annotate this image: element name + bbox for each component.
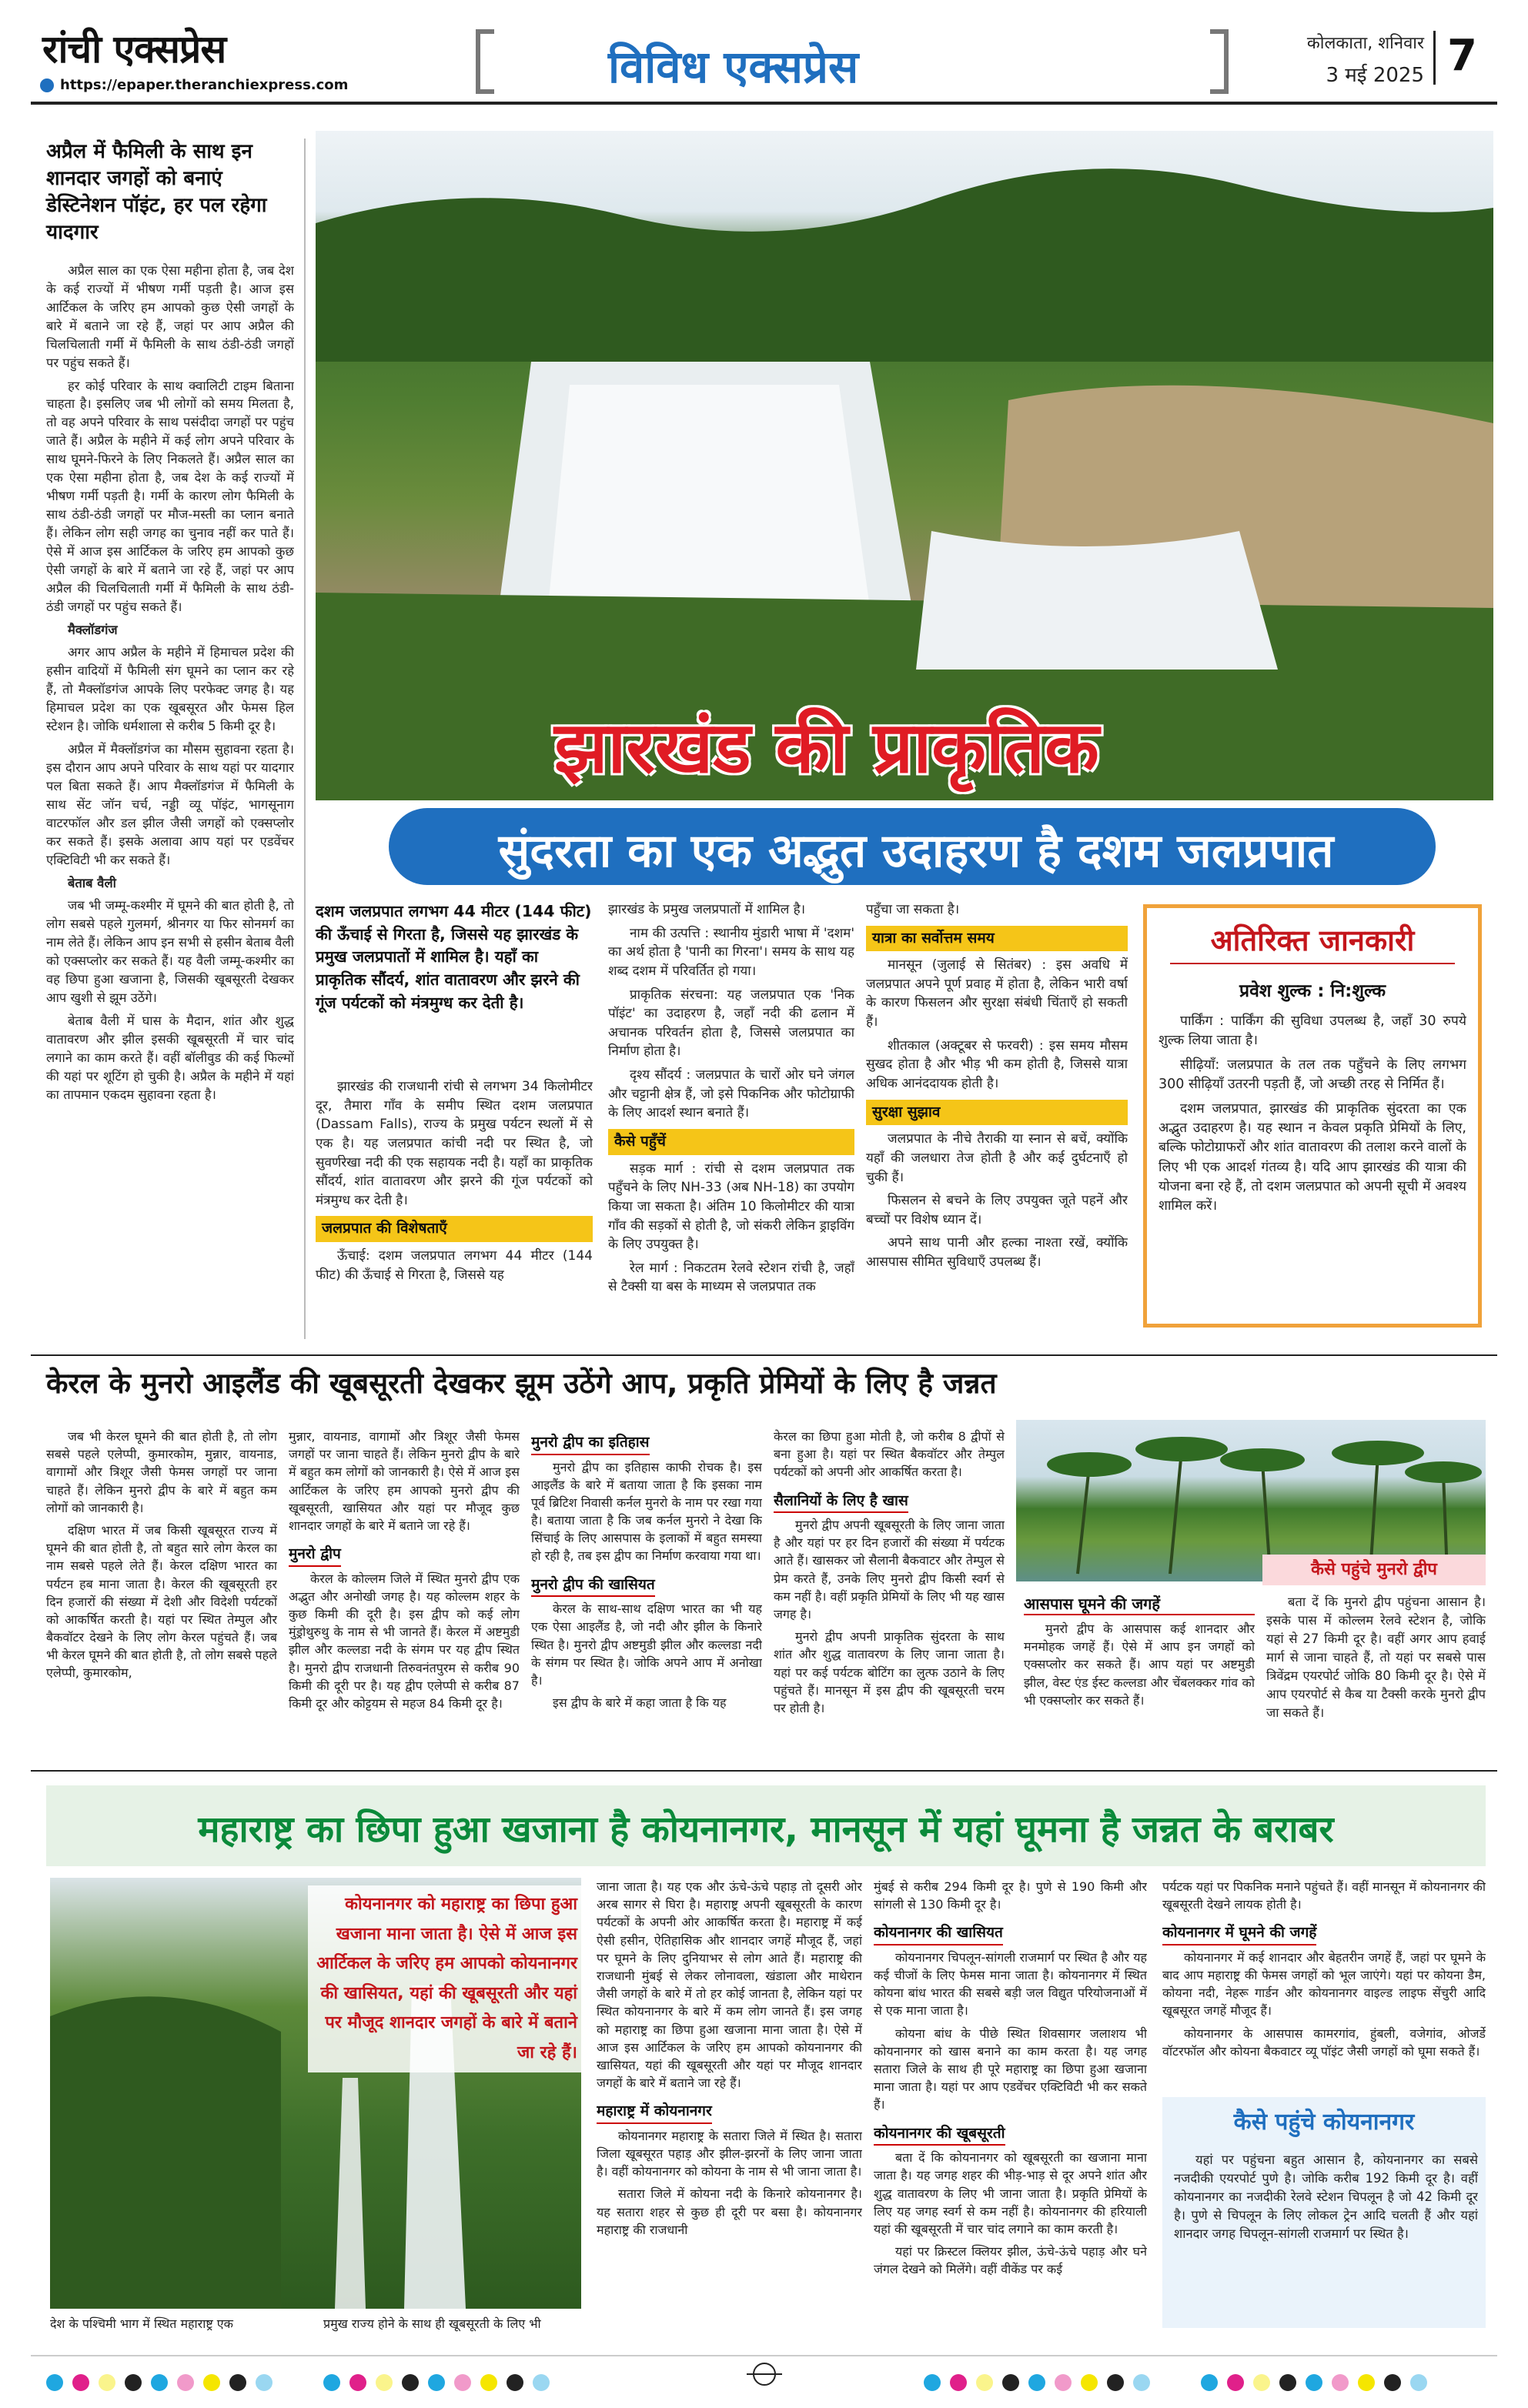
story1-para: अगर आप अप्रैल के महीने में हिमाचल प्रदेश की हसीन वादियों में फैमिली संग घूमने का प्लान कर रहे हैं, तो मैक्लॉडगंज आपके लिए परफेक्ट जगह है। यह हिमाचल प्रदेश का एक खूबसूरत और फेमस हिल स्टेशन है। जोकि धर्मशाला से करीब 5 किमी दूर है। (46, 645, 294, 734)
story2-para: नाम की उत्पत्ति : स्थानीय मुंडारी भाषा में 'दशम' का अर्थ होता है 'पानी का गिरना'। समय के साथ यह शब्द दशम में परिवर्तित हो गया। (608, 925, 854, 979)
story1-subhead: मैक्लॉडगंज (68, 622, 118, 637)
registration-dot (1227, 2374, 1244, 2391)
info-box-title: अतिरिक्त जानकारी (1170, 920, 1455, 964)
info-box-entry-fee: प्रवेश शुल्क : नि:शुल्क (1239, 981, 1386, 1001)
story3-para: मुनरो द्वीप अपनी प्राकृतिक सुंदरता के साथ शांत और शुद्ध वातावरण के लिए जाना जाता है। यहां पर कई पर्यटक बोटिंग का लुत्फ उठाने के लिए पहुंचते हैं। मानसून में इस द्वीप की खूबसूरती चरम पर होती है। (774, 1629, 1005, 1715)
section-bracket-right (1210, 29, 1229, 94)
edition-city-day: कोलकाता, शनिवार (1306, 34, 1424, 53)
story4-para: कोयनानगर महाराष्ट्र के सतारा जिले में स्थित है। सतारा जिला खूबसूरत पहाड़ और झील-झरनों के लिए जाना जाता है। वहीं कोयनानगर को कोयना के नाम से भी जाना जाता है। (597, 2128, 862, 2179)
story2-para: अपने साथ पानी और हल्का नाश्ता रखें, क्योंकि आसपास सीमित सुविधाएँ उपलब्ध हैं। (866, 1235, 1128, 1271)
story3-subhead: मुनरो द्वीप की खासियत (531, 1575, 655, 1598)
story2-para: प्राकृतिक संरचना: यह जलप्रपात एक 'निक पॉइंट' का उदाहरण है, जहाँ नदी की ढलान में अचानक परिवर्तन होता है, जिससे जलप्रपात का निर्माण होता है। (608, 987, 854, 1060)
registration-dot (1410, 2374, 1427, 2391)
registration-dot (203, 2374, 220, 2391)
story2-col2 (608, 900, 854, 1339)
section-title: विविध एक्सप्रेस (608, 41, 859, 93)
story2-headline-2: सुंदरता का एक अद्भुत उदाहरण है दशम जलप्रपात (498, 824, 1334, 878)
story2-headline-1: झारखंड की प्राकृतिक (554, 706, 1099, 789)
story3-col4 (774, 1428, 1005, 1789)
info-box-body (1159, 1012, 1466, 1320)
story4-col2 (874, 1878, 1147, 2340)
story3-para: दक्षिण भारत में जब किसी खूबसूरत राज्य में घूमने की बात होती है, तो बहुत सारे लोग केरल का नाम सबसे पहले लेते हैं। केरल दक्षिण भारत का पर्यटन हब माना जाता है। केरल की खूबसूरती हर दिन हजारों की संख्या में देशी और विदेशी पर्यटकों को आकर्षित करती है। यहां पर स्थित तेम्पुल और बैकवॉटर देखने के लिए लोग केरल पहुंचते हैं। जब भी केरल घूमने की बात होती है, तो लोग सबसे पहले एलेप्पी, कुमारकोम, (46, 1522, 277, 1681)
nearby-para: मुनरो द्वीप के आसपास कई शानदार और मनमोहक जगहें हैं। ऐसे में आप इन जगहों को एक्सप्लोर कर सकते हैं। आप यहां पर अष्टमुडी झील, वेस्ट एंड ईस्ट कल्लडा और चेंबलक्कर गांव को भी एक्सप्लोर कर सकते हैं। (1024, 1621, 1255, 1708)
registration-dot (1133, 2374, 1150, 2391)
registration-dot (125, 2374, 142, 2391)
story4-para: यहां पर क्रिस्टल क्लियर झील, ऊंचे-ऊंचे पहाड़ और घने जंगल देखने को मिलेंगे। वहीं वीकेंड पर कई (874, 2244, 1147, 2277)
story4-para: बता दें कि कोयनानगर को खूबसूरती का खजाना माना जाता है। यह जगह शहर की भीड़-भाड़ से दूर अपने शांत और शुद्ध वातावरण के लिए भी जाना जाता है। प्रकृति प्रेमियों के लिए यह जगह स्वर्ग से कम नहीं है। कोयनानगर की हरियाली यहां की खूबसूरती में चार चांद लगाने का काम करती है। (874, 2150, 1147, 2236)
registration-dot (1306, 2374, 1322, 2391)
registration-dot (376, 2374, 393, 2391)
globe-icon (40, 78, 54, 92)
registration-dot (1081, 2374, 1098, 2391)
story3-para: केरल के कोल्लम जिले में स्थित मुनरो द्वीप एक अद्भुत और अनोखी जगह है। यह कोल्लम शहर के कुछ किमी की दूरी है। इस द्वीप को कई लोग मुंड्रोथुरुथु के नाम से भी जानते हैं। केरल में अष्टमुडी झील और कल्लडा नदी के संगम पर यह द्वीप स्थित है। मुनरो द्वीप राजधानी तिरुवनंतपुरम से करीब 90 किमी की दूरी पर है। यह द्वीप एलेप्पी से करीब 87 किमी दूर और कोट्टयम से महज 84 किमी दूर है। (289, 1571, 520, 1711)
registration-dot (99, 2374, 115, 2391)
story4-para: सतारा जिले में कोयना नदी के किनारे कोयनानगर है। यह सतारा शहर से कुछ ही दूरी पर बसा है। कोयनानगर महाराष्ट्र की राजधानी (597, 2186, 862, 2237)
story3-headline: केरल के मुनरो आइलैंड की खूबसूरती देखकर झूम उठेंगे आप, प्रकृति प्रेमियों के लिए है जन्नत (46, 1367, 997, 1400)
story4-subhead: कोयनानगर की खूबसूरती (874, 2123, 1005, 2146)
story1-para: अप्रैल में मैक्लॉडगंज का मौसम सुहावना रहता है। इस दौरान आप अपने परिवार के साथ यहां पर यादगार पल बिता सकते हैं। आप मैक्लॉडगंज में फैमिली के साथ सेंट जॉन चर्च, नड्डी व्यू पॉइंट, भागसूनाग वाटरफॉल और डल झील जैसी जगहों को एक्सप्लोर कर सकते हैं। इसके अलावा आप यहां पर एडवेंचर एक्टिविटी भी कर सकते हैं। (46, 742, 294, 867)
story3-subhead: सैलानियों के लिए है खास (774, 1491, 908, 1514)
koyna-pull-quote: कोयनानगर को महाराष्ट्र का छिपा हुआ खजाना माना जाता है। ऐसे में आज इस आर्टिकल के जरिए हम आपको कोयनानगर की खासियत, यहां की खूबसूरती और यहां पर मौजूद शानदार जगहों के बारे में बताने जा रहे हैं। (308, 1885, 585, 2072)
story3-para: मुन्नार, वायनाड, वागामों और त्रिशूर जैसी फेमस जगहों पर जाना चाहते हैं। लेकिन मुनरो द्वीप के बारे में बहुत कम लोगों को जानकारी है। ऐसे में आज इस आर्टिकल के जरिए हम आपको मुनरो द्वीप की खूबसूरती, खासियत और यहां पर मौजूद कुछ शानदार जगहों के बारे में बताने जा रहे हैं। (289, 1429, 520, 1533)
story2-para: सड़क मार्ग : रांची से दशम जलप्रपात तक पहुँचने के लिए NH-33 (अब NH-18) का उपयोग किया जा सकता है। अंतिम 10 किलोमीटर की यात्रा गाँव की सड़कों से होती है, जो संकरी लेकिन ड्राइविंग के लिए उपयुक्त है। (608, 1161, 854, 1253)
story4-subhead: कोयनानगर की खासियत (874, 1922, 1003, 1945)
registration-dot (229, 2374, 246, 2391)
story3-para: केरल का छिपा हुआ मोती है, जो करीब 8 द्वीपों से बना हुआ है। यहां पर स्थित बैकवॉटर और तेम्पुल पर्यटकों को अपनी ओर आकर्षित करता है। (774, 1429, 1005, 1480)
masthead (0, 0, 1528, 104)
story1-para: अप्रैल साल का एक ऐसा महीना होता है, जब देश के कई राज्यों में भीषण गर्मी पड़ती है। आज इस आर्टिकल के जरिए हम आपको कुछ ऐसी जगहों के बारे में बताने जा रहे हैं, जहां पर आप अप्रैल की चिलचिलाती गर्मी में फैमिली के साथ ठंडी-ठंडी जगहों पर पहुंच सकते हैं। (46, 263, 294, 370)
story4-col1 (597, 1878, 862, 2340)
registration-dot (950, 2374, 967, 2391)
story4-para: जाना जाता है। यह एक और ऊंचे-ऊंचे पहाड़ तो दूसरी ओर अरब सागर से घिरा है। महाराष्ट्र अपनी खूबसूरती के कारण पर्यटकों के अपनी ओर आकर्षित करता है। महाराष्ट्र में कई ऐसी हसीन, ऐतिहासिक और शानदार जगहें मौजूद हैं, जहां पर घूमने के लिए दुनियाभर से लोग आते हैं। महाराष्ट्र की राजधानी मुंबई से लेकर लोनावला, खंडाला और माथेरान जैसी जगहों के बारे में तो हर कोई जानता है, लेकिन यहां पर स्थित कोयनानगर के बारे में कम लोग जानते हैं। इस जगह को महाराष्ट्र का छिपा हुआ खजाना माना जाता है। ऐसे में आज इस आर्टिकल के जरिए हम आपको कोयनानगर की खासियत, यहां की खूबसूरती और यहां पर मौजूद शानदार जगहों के बारे में बताने जा रहे हैं। (597, 1879, 862, 2091)
story4-para: कोयनानगर चिपलून-सांगली राजमार्ग पर स्थित है और यह कई चीजों के लिए फेमस माना जाता है। कोयनानगर में स्थित कोयना बांध भारत की सबसे बड़ी जल विद्युत परियोजनाओं में से एक माना जाता है। (874, 1949, 1147, 2019)
story3-para: मुनरो द्वीप अपनी खूबसूरती के लिए जाना जाता है और यहां पर हर दिन हजारों की संख्या में पर्यटक आते हैं। खासकर जो सैलानी बैकवाटर और तेम्पुल से प्रेम करते हैं, उनके लिए मुनरो द्वीप किसी स्वर्ग से कम नहीं है। वहीं प्रकृति प्रेमियों के लिए भी यह खास जगह है। (774, 1518, 1005, 1622)
registration-dot (1279, 2374, 1296, 2391)
registration-dot (1055, 2374, 1072, 2391)
story1-para: बेताब वैली में घास के मैदान, शांत और शुद्ध वातावरण और झील इसकी खूबसूरती में चार चांद लगाने का काम करते हैं। वहीं बॉलीवुड की कई फिल्मों की यहां पर शूटिंग हो चुकी है। अप्रैल के महीने में यहां का तापमान एकदम सुहावना रहता है। (46, 1013, 294, 1102)
story2-para: फिसलन से बचने के लिए उपयुक्त जूते पहनें और बच्चों पर विशेष ध्यान दें। (866, 1193, 1128, 1227)
koyna-caption-1: देश के पश्चिमी भाग में स्थित महाराष्ट्र एक (50, 2316, 233, 2331)
nearby-body (1024, 1620, 1255, 1789)
munroe-reach-title: कैसे पहुंचे मुनरो द्वीप (1262, 1555, 1486, 1585)
story1-para: हर कोई परिवार के साथ क्वालिटी टाइम बिताना चाहता है। इसलिए जब भी लोगों को समय मिलता है, तो वह अपने परिवार के साथ पसंदीदा जगहों पर पहुंच जाते हैं। अप्रैल के महीने में कई लोग अपने परिवार के साथ घूमने-फिरने के लिए निकलते हैं। अप्रैल साल का एक ऐसा महीना होता है, जब देश के कई राज्यों में भीषण गर्मी पड़ती है। गर्मी के कारण लोग फैमिली के साथ ठंडी-ठंडी जगहों पर मौज-मस्ती का प्लान बनाते हैं। लेकिन लोग सही जगह का चुनाव नहीं कर पाते हैं। ऐसे में आज इस आर्टिकल के जरिए हम आपको कुछ ऐसी जगहों के बारे में बताने जा रहे हैं, जहां पर आप अप्रैल की चिलचिलाती गर्मी में फैमिली के साथ ठंडी-ठंडी जगहों पर पहुंच सकते हैं। (46, 378, 294, 614)
story4-para: मुंबई से करीब 294 किमी दूर है। पुणे से 190 किमी और सांगली से 130 किमी दूर है। (874, 1879, 1147, 1912)
registration-dot (349, 2374, 366, 2391)
nearby-title: आसपास घूमने की जगहें (1024, 1593, 1255, 1615)
registration-dot (428, 2374, 445, 2391)
story2-para: रेल मार्ग : निकटतम रेलवे स्टेशन रांची है, जहाँ से टैक्सी या बस के माध्यम से जलप्रपात तक (608, 1260, 854, 1295)
story2-para: झारखंड के प्रमुख जलप्रपातों में शामिल है। (608, 902, 806, 917)
masthead-logo: रांची एक्सप्रेस (42, 27, 226, 72)
registration-dot (1332, 2374, 1349, 2391)
story2-para: झारखंड की राजधानी रांची से लगभग 34 किलोमीटर दूर, तैमारा गाँव के समीप स्थित दशम जलप्रपात (Dassam Falls), राज्य के प्रमुख पर्यटन स्थलों में से एक है। यह जलप्रपात कांची नदी पर स्थित है, जो सुवर्णरेखा नदी की एक सहायक नदी है। यहाँ का प्राकृतिक सौंदर्य, शांत वातावरण और झरने की गूंज पर्यटकों को मंत्रमुग्ध कर देती है। (316, 1079, 593, 1208)
registration-dot (151, 2374, 168, 2391)
story4-rule-top (31, 1770, 1497, 1772)
story2-para: पहुँचा जा सकता है। (866, 902, 960, 917)
story3-col3 (531, 1428, 762, 1789)
story4-col3 (1162, 1878, 1486, 2093)
story2-subhead: यात्रा का सर्वोत्तम समय (866, 926, 1128, 952)
registration-dot (72, 2374, 89, 2391)
info-box-para: पार्किंग : पार्किंग की सुविधा उपलब्ध है, जहाँ 30 रुपये शुल्क लिया जाता है। (1159, 1014, 1466, 1049)
story2-para: शीतकाल (अक्टूबर से फरवरी) : इस समय मौसम सुखद होता है और भीड़ भी कम होती है, जिससे यात्रा अधिक आनंददायक होती है। (866, 1037, 1128, 1092)
story2-para: दृश्य सौंदर्य : जलप्रपात के चारों ओर घने जंगल और चट्टानी क्षेत्र हैं, जो इसे पिकनिक और फोटोग्राफी के लिए आदर्श स्थान बनाते हैं। (608, 1067, 854, 1121)
registration-dot (1107, 2374, 1124, 2391)
section-bracket-left (476, 29, 494, 94)
story3-col2 (289, 1428, 520, 1789)
info-box-para: दशम जलप्रपात, झारखंड की प्राकृतिक सुंदरता का एक अद्भुत उदाहरण है। यह स्थान न केवल प्रकृति प्रेमियों के लिए, बल्कि फोटोग्राफरों और शांत वातावरण की तलाश करने वालों के लिए भी एक आदर्श गंतव्य है। यदि आप झारखंड की यात्रा की योजना बना रहे हैं, तो दशम जलप्रपात को अपनी सूची में अवश्य शामिल करें। (1159, 1100, 1466, 1214)
masthead-rule (31, 102, 1497, 105)
koyna-reach-para: यहां पर पहुंचना बहुत आसान है, कोयनानगर का सबसे नजदीकी एयरपोर्ट पुणे है। जोकि करीब 192 किमी दूर है। वहीं कोयनानगर का नजदीकी रेलवे स्टेशन चिपलून है जो 42 किमी दूर है। पुणे से चिपलून के लिए लोकल ट्रेन आदि चलती हैं और यहां शानदार जगह चिपलून-सांगली राजमार्ग पर स्थित है। (1174, 2153, 1478, 2241)
story2-col1 (316, 1077, 593, 1339)
story1-para: जब भी जम्मू-कश्मीर में घूमने की बात होती है, तो लोग सबसे पहले गुलमर्ग, श्रीनगर या फिर सोनमर्ग का नाम लेते हैं। लेकिन आप इन सभी से हसीन बेताब वैली को एक्सप्लोर कर सकते हैं। यह वैली जम्मू-कश्मीर का वह छिपा हुआ खजाना है, जिसकी खूबसूरती देखकर आप खुशी से झूम उठेंगे। (46, 898, 294, 1006)
story1-divider (304, 139, 306, 1339)
story2-para: मानसून (जुलाई से सितंबर) : इस अवधि में जलप्रपात अपने पूर्ण प्रवाह में होता है, लेकिन भारी वर्षा के कारण फिसलन और सुरक्षा संबंधी चिंताएँ हो सकती हैं। (866, 957, 1128, 1030)
story2-para: जलप्रपात के नीचे तैराकी या स्नान से बचें, क्योंकि यहाँ की जलधारा तेज होती है और कई दुर्घटनाएँ हो चुकी हैं। (866, 1131, 1128, 1185)
registration-cross (747, 2373, 782, 2375)
story3-para: जब भी केरल घूमने की बात होती है, तो लोग सबसे पहले एलेप्पी, कुमारकोम, मुन्नार, वायनाड, वागामों और त्रिशूर जैसी फेमस जगहों पर जाना चाहते हैं। लेकिन मुनरो द्वीप के बारे में बहुत कम लोगों को जानकारी है। (46, 1429, 277, 1515)
story2-para: ऊँचाई: दशम जलप्रपात लगभग 44 मीटर (144 फीट) की ऊँचाई से गिरता है, जिससे यह (316, 1248, 593, 1283)
registration-dot (1002, 2374, 1019, 2391)
registration-dot (480, 2374, 497, 2391)
registration-dot (507, 2374, 523, 2391)
story3-para: मुनरो द्वीप का इतिहास काफी रोचक है। इस आइलैंड के बारे में बताया जाता है कि इसका नाम पूर्व ब्रिटिश निवासी कर्नल मुनरो के नाम पर रखा गया है। बताया जाता है कि जब कर्नल मुनरो ने देखा कि सिंचाई के लिए आसपास के इलाकों में बहुत समस्या हो रही है, तब इस द्वीप का निर्माण करवाया गया था। (531, 1459, 762, 1564)
registration-dot (1201, 2374, 1218, 2391)
story4-para: पर्यटक यहां पर पिकनिक मनाने पहुंचते हैं। वहीं मानसून में कोयनानगर की खूबसूरती देखने लायक होती है। (1162, 1879, 1486, 1912)
koyna-reach-body (1174, 2151, 1478, 2320)
koyna-caption-2: प्रमुख राज्य होने के साथ ही खूबसूरती के लिए भी (323, 2316, 541, 2331)
story4-subhead: कोयनानगर में घूमने की जगहें (1162, 1922, 1316, 1945)
story1-body (46, 262, 294, 1347)
story2-lead: दशम जलप्रपात लगभग 44 मीटर (144 फीट) की ऊँचाई से गिरता है, जिससे यह झारखंड के प्रमुख जलप्रपातों में शामिल है। यहाँ का प्राकृतिक सौंदर्य, शांत वातावरण और झरने की गूंज पर्यटकों को मंत्रमुग्ध कर देती है। (316, 902, 592, 1012)
story3-para: इस द्वीप के बारे में कहा जाता है कि यह (553, 1695, 727, 1711)
registration-dot (402, 2374, 419, 2391)
epaper-url[interactable]: https://epaper.theranchiexpress.com (60, 77, 349, 93)
registration-dot (323, 2374, 340, 2391)
story4-para: कोयनानगर में कई शानदार और बेहतरीन जगहें हैं, जहां पर घूमने के बाद आप महाराष्ट्र की फेमस जगहों को भूल जाएंगे। यहां पर कोयना डैम, कोयना नदी, नेहरू गार्डन और कोयनानगर वाइल्ड लाइफ सेंचुरी आदि खूबसूरत जगहें मौजूद हैं। (1162, 1949, 1486, 2019)
registration-dot (533, 2374, 550, 2391)
registration-dot (1253, 2374, 1270, 2391)
story4-subhead: महाराष्ट्र में कोयनानगर (597, 2101, 712, 2124)
story3-col1 (46, 1428, 277, 1789)
story2-subhead: जलप्रपात की विशेषताएँ (316, 1216, 593, 1242)
registration-dot (1358, 2374, 1375, 2391)
registration-dot (46, 2374, 63, 2391)
story3-rule-top (31, 1354, 1497, 1356)
story2-subhead: सुरक्षा सुझाव (866, 1100, 1128, 1126)
registration-dot (1384, 2374, 1401, 2391)
registration-dot (976, 2374, 993, 2391)
story4-headline: महाराष्ट्र का छिपा हुआ खजाना है कोयनानगर, मानसून में यहां घूमना है जन्नत के बराबर (198, 1809, 1334, 1851)
registration-dot (454, 2374, 471, 2391)
story3-subhead: मुनरो द्वीप (289, 1544, 341, 1567)
story4-para: कोयना बांध के पीछे स्थित शिवसागर जलाशय भी कोयनानगर को खास बनाने का काम करता है। यह जगह सतारा जिले के साथ ही पूरे महाराष्ट्र का छिपा हुआ खजाना माना जाता है। यहां पर आप एडवेंचर एक्टिविटी भी कर सकते हैं। (874, 2026, 1147, 2112)
story2-subhead: कैसे पहुँचें (608, 1129, 854, 1155)
story1-subhead: बेताब वैली (68, 875, 116, 890)
story3-subhead: मुनरो द्वीप का इतिहास (531, 1432, 650, 1455)
page-divider (1433, 31, 1436, 85)
registration-dot (1028, 2374, 1045, 2391)
info-box-para: सीढ़ियाँ: जलप्रपात के तल तक पहुँचने के लिए लगभग 300 सीढ़ियाँ उतरनी पड़ती हैं, जो अच्छी तरह से निर्मित हैं। (1159, 1057, 1466, 1093)
story4-para: कोयनानगर के आसपास कामरगांव, हुंबली, वजेगांव, ओजर्डे वॉटरफॉल और कोयना बैकवाटर व्यू पॉइंट जैसी जगहों को घूमा सकते हैं। (1162, 2026, 1486, 2059)
story3-para: केरल के साथ-साथ दक्षिण भारत का भी यह एक ऐसा आइलैंड है, जो नदी और झील के किनारे स्थित है। मुनरो द्वीप अष्टमुडी झील और कल्लडा नदी के संगम पर स्थित है। जोकि अपने आप में अनोखा है। (531, 1601, 762, 1688)
registration-dot (924, 2374, 941, 2391)
story2-col3 (866, 900, 1128, 1339)
registration-dot (177, 2374, 194, 2391)
page-number: 7 (1447, 31, 1477, 81)
munroe-reach-body (1266, 1593, 1486, 1789)
registration-dot (256, 2374, 272, 2391)
story1-title: अप्रैल में फैमिली के साथ इन शानदार जगहों को बनाएं डेस्टिनेशन पॉइंट, हर पल रहेगा यादगार (46, 140, 267, 245)
munroe-reach-para: बता दें कि मुनरो द्वीप पहुंचना आसान है। इसके पास में कोल्लम रेलवे स्टेशन है, जोकि यहां से 27 किमी दूर है। वहीं अगर आप हवाई मार्ग से जाना चाहते हैं, तो यहां पर सबसे पास त्रिवेंद्रम एयरपोर्ट जोकि 80 किमी दूर है। ऐसे में आप एयरपोर्ट से कैब या टैक्सी करके मुनरो द्वीप जा सकते हैं। (1266, 1595, 1486, 1720)
footer-rule (31, 2355, 1497, 2356)
edition-date: 3 मई 2025 (1326, 64, 1424, 87)
koyna-reach-title: कैसे पहुंचे कोयनानगर (1233, 2109, 1415, 2136)
